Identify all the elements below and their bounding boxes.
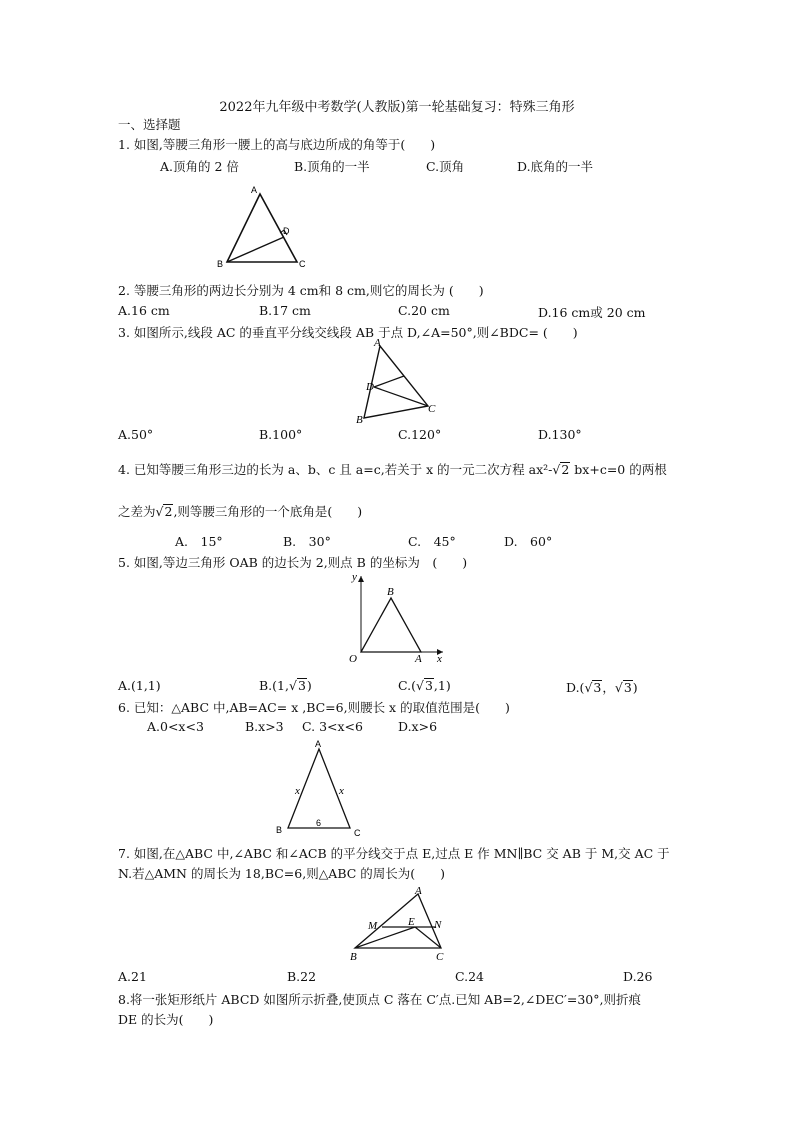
q3-label-c: C <box>428 403 436 415</box>
sqrt-symbol: √ <box>584 680 593 695</box>
q3-figure <box>350 338 450 428</box>
q5-option-d-mid: ， <box>602 680 615 695</box>
q2-option-a[interactable]: A.16 cm <box>118 303 170 318</box>
q5-option-b-pre: B.(1, <box>259 678 289 693</box>
question-2-stem: 2. 等腰三角形的两边长分别为 4 cm和 8 cm,则它的周长为 ( ) <box>118 283 484 298</box>
q5-label-a: A <box>415 653 422 663</box>
q5-figure <box>345 568 455 663</box>
q4-line2-part-1: 之差为 <box>118 504 156 519</box>
q1-label-c: C <box>299 259 306 269</box>
q3-option-b[interactable]: B.100° <box>259 427 303 442</box>
q5-option-b[interactable] <box>259 678 312 693</box>
q1-option-d[interactable]: D.底角的一半 <box>517 159 594 174</box>
question-8-stem-line-2: DE 的长为( ) <box>118 1012 214 1027</box>
q7-option-a[interactable]: A.21 <box>118 969 147 984</box>
q6-label-x-right: x <box>339 785 344 797</box>
q5-option-c-root: 3 <box>424 678 433 693</box>
q4-line2-part-2: ,则等腰三角形的一个底角是( ) <box>173 504 363 519</box>
q1-label-b: B <box>217 259 224 269</box>
question-4-stem <box>118 460 667 478</box>
sqrt-symbol: √ <box>155 504 164 519</box>
q5-label-b: B <box>387 586 394 598</box>
page-title: 2022年九年级中考数学(人教版)第一轮基础复习：特殊三角形 <box>219 100 575 115</box>
question-7-stem-line-2: N.若△AMN 的周长为 18,BC=6,则△ABC 的周长为( ) <box>118 866 446 881</box>
q2-option-c[interactable]: C.20 cm <box>398 303 450 318</box>
q7-label-n: N <box>434 919 442 931</box>
q3-label-d: D <box>366 381 374 393</box>
q7-option-c[interactable]: C.24 <box>455 969 484 984</box>
q7-label-c: C <box>436 951 444 962</box>
question-8-stem-line-1: 8.将一张矩形纸片 ABCD 如图所示折叠,使顶点 C 落在 C′点.已知 AB=2,∠DEC′=30°,则折痕 <box>118 992 641 1007</box>
q7-option-d[interactable]: D.26 <box>623 969 653 984</box>
q5-option-d-root-1: 3 <box>593 680 602 695</box>
q5-option-d-pre: D.( <box>566 680 585 695</box>
q4-root-2: 2 <box>164 504 173 519</box>
q1-label-d: D <box>283 226 290 236</box>
q5-label-x: x <box>437 653 442 663</box>
q6-option-c[interactable]: C. 3<x<6 <box>302 719 363 734</box>
q7-label-a: A <box>415 885 422 897</box>
question-5-stem: 5. 如图,等边三角形 OAB 的边长为 2,则点 B 的坐标为 ( ) <box>118 555 468 570</box>
q6-figure <box>268 735 368 839</box>
question-1-stem: 1. 如图,等腰三角形一腰上的高与底边所成的角等于( ) <box>118 137 436 152</box>
q4-option-a[interactable]: A. 15° <box>175 534 223 549</box>
q6-option-b[interactable]: B.x>3 <box>245 719 284 734</box>
q7-label-m: M <box>368 920 378 932</box>
q3-option-c[interactable]: C.120° <box>398 427 442 442</box>
q6-label-x-left: x <box>295 785 300 797</box>
q7-figure <box>345 882 455 962</box>
q1-label-a: A <box>251 185 258 195</box>
q1-figure <box>215 182 315 272</box>
sqrt-symbol: √ <box>288 678 297 693</box>
q6-label-6: 6 <box>316 818 322 828</box>
q5-option-a[interactable]: A.(1,1) <box>118 678 161 693</box>
q6-option-a[interactable]: A.0<x<3 <box>147 719 204 734</box>
q4-option-d[interactable]: D. 60° <box>504 534 553 549</box>
q7-label-b: B <box>350 951 357 962</box>
q5-option-d[interactable] <box>566 678 638 696</box>
q5-option-c-pre: C.( <box>398 678 416 693</box>
q1-option-a[interactable]: A.顶角的 2 倍 <box>160 159 239 174</box>
q6-option-d[interactable]: D.x>6 <box>398 719 438 734</box>
question-7-stem-line-1: 7. 如图,在△ABC 中,∠ABC 和∠ACB 的平分线交于点 E,过点 E 作 MN∥BC 交 AB 于 M,交 AC 于 <box>118 846 670 861</box>
q4-option-b[interactable]: B. 30° <box>283 534 331 549</box>
q5-label-y: y <box>352 571 357 583</box>
q5-label-o: O <box>349 653 357 663</box>
q4-stem-part-1: 4. 已知等腰三角形三边的长为 a、b、c 且 a=c,若关于 x 的一元二次方程 ax²- <box>118 462 553 477</box>
q4-stem-part-2: bx+c=0 的两根 <box>574 462 667 477</box>
sqrt-symbol: √ <box>614 680 623 695</box>
q3-label-b: B <box>356 414 363 426</box>
q6-label-a: A <box>315 739 322 749</box>
q5-option-c-post: ,1) <box>433 678 451 693</box>
q7-option-b[interactable]: B.22 <box>287 969 317 984</box>
q1-option-b[interactable]: B.顶角的一半 <box>294 159 370 174</box>
q6-label-b: B <box>276 825 283 835</box>
q5-option-b-post: ) <box>306 678 312 693</box>
question-3-stem: 3. 如图所示,线段 AC 的垂直平分线交线段 AB 于点 D,∠A=50°,则∠BDC= ( ) <box>118 325 578 340</box>
q5-option-c[interactable] <box>398 678 451 693</box>
question-4-line-2 <box>118 502 362 520</box>
q3-option-d[interactable]: D.130° <box>538 427 582 442</box>
section-heading: 一、选择题 <box>118 117 181 132</box>
q4-option-c[interactable]: C. 45° <box>408 534 456 549</box>
q1-option-c[interactable]: C.顶角 <box>426 159 465 174</box>
sqrt-symbol: √ <box>552 462 561 477</box>
question-6-stem: 6. 已知：△ABC 中,AB=AC= x ,BC=6,则腰长 x 的取值范围是( ) <box>118 700 510 715</box>
sqrt-symbol: √ <box>415 678 424 693</box>
q6-label-c: C <box>354 828 361 838</box>
q2-option-b[interactable]: B.17 cm <box>259 303 311 318</box>
q5-option-b-root: 3 <box>297 678 306 693</box>
q5-option-d-post: ) <box>632 680 638 695</box>
q7-label-e: E <box>408 916 415 928</box>
q3-option-a[interactable]: A.50° <box>118 427 154 442</box>
q4-root: 2 <box>561 462 570 477</box>
q5-option-d-root-2: 3 <box>623 680 632 695</box>
q3-label-a: A <box>374 338 381 349</box>
q2-option-d[interactable]: D.16 cm或 20 cm <box>538 305 646 320</box>
